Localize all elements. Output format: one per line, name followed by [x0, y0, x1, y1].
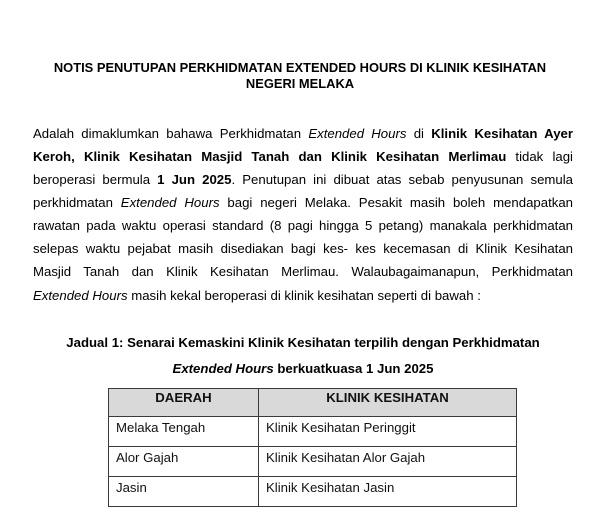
cell-klinik-kesihatan: Klinik Kesihatan Jasin — [259, 477, 517, 507]
clinic-table — [108, 388, 517, 507]
column-header-klinik-kesihatan: KLINIK KESIHATAN — [259, 389, 517, 417]
paragraph-text: selepas waktu pejabat masih disediakan bagi kes- kes kecemasan di Klinik Kesihatan — [33, 241, 573, 257]
table-caption-line — [33, 356, 573, 382]
bold-effective-date: 1 Jun 2025 — [157, 171, 232, 187]
table-row — [109, 447, 517, 477]
cell-klinik-kesihatan: Klinik Kesihatan Alor Gajah — [259, 447, 517, 477]
paragraph-text: . Penutupan ini dibuat atas sebab penyusunan semula — [231, 171, 573, 187]
caption-text: berkuatkuasa 1 Jun 2025 — [273, 361, 434, 376]
cell-daerah: Melaka Tengah — [109, 417, 259, 447]
italic-term: Extended Hours — [308, 125, 407, 141]
italic-term: Extended Hours — [33, 287, 128, 303]
paragraph-line — [33, 214, 573, 237]
table-caption — [33, 330, 573, 382]
bold-clinic-names: Keroh, Klinik Kesihatan Masjid Tanah dan Klinik Kesihatan Merlimau — [33, 148, 507, 164]
paragraph-text: beroperasi bermula — [33, 171, 158, 187]
paragraph-text: tidak lagi — [506, 148, 573, 164]
cell-daerah: Alor Gajah — [109, 447, 259, 477]
notice-title — [0, 60, 600, 92]
italic-term: Extended Hours — [120, 194, 220, 210]
cell-klinik-kesihatan: Klinik Kesihatan Peringgit — [259, 417, 517, 447]
paragraph-line — [33, 145, 573, 168]
column-header-daerah: DAERAH — [109, 389, 259, 417]
paragraph-line — [33, 168, 573, 191]
table-caption-line: Jadual 1: Senarai Kemaskini Klinik Kesihatan terpilih dengan Perkhidmatan — [66, 335, 540, 350]
notice-body-paragraph — [33, 122, 573, 307]
table-row — [109, 477, 517, 507]
notice-title-line: NOTIS PENUTUPAN PERKHIDMATAN EXTENDED HOURS DI KLINIK KESIHATAN — [53, 60, 547, 75]
paragraph-text: perkhidmatan — [33, 194, 121, 210]
paragraph-line — [33, 122, 573, 145]
cell-daerah: Jasin — [109, 477, 259, 507]
paragraph-text: Adalah dimaklumkan bahawa Perkhidmatan — [33, 125, 309, 141]
italic-term: Extended Hours — [172, 361, 274, 376]
paragraph-text: Masjid Tanah dan Klinik Kesihatan Merlimau. Walaubagaimanapun, Perkhidmatan — [33, 264, 573, 280]
paragraph-line — [33, 191, 573, 214]
paragraph-text: masih kekal beroperasi di klinik kesihatan seperti di bawah : — [127, 287, 481, 303]
paragraph-line — [33, 260, 573, 283]
paragraph-line — [33, 284, 573, 307]
paragraph-text: bagi negeri Melaka. Pesakit masih boleh mendapatkan — [219, 194, 573, 210]
table-header-row — [109, 389, 517, 417]
paragraph-text: di — [406, 125, 432, 141]
bold-clinic-names: Klinik Kesihatan Ayer — [431, 125, 574, 141]
paragraph-text: rawatan pada waktu operasi standard (8 pagi hingga 5 petang) manakala perkhidmatan — [33, 218, 573, 234]
paragraph-line — [33, 237, 573, 260]
table-row — [109, 417, 517, 447]
notice-title-line: NEGERI MELAKA — [245, 76, 355, 91]
